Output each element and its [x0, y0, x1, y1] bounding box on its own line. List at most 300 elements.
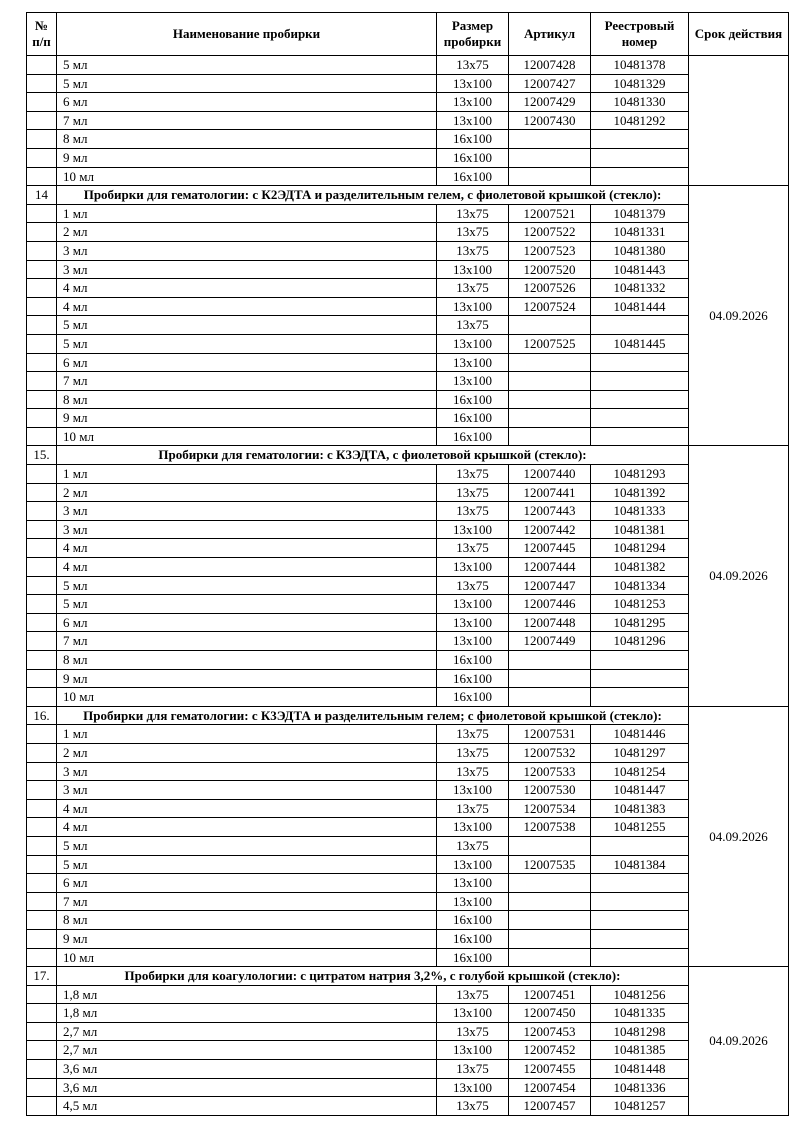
row-number-cell [27, 74, 57, 93]
registry-number-cell: 10481446 [591, 725, 689, 744]
registry-number-cell: 10481382 [591, 558, 689, 577]
table-row [27, 465, 789, 484]
table-row [27, 539, 789, 558]
table-row [27, 297, 789, 316]
tube-name-cell: 5 мл [57, 56, 437, 75]
row-number-cell [27, 111, 57, 130]
tube-size-cell: 13x100 [437, 613, 509, 632]
registry-number-cell [591, 427, 689, 446]
registry-number-cell [591, 372, 689, 391]
tube-size-cell: 13x100 [437, 297, 509, 316]
registry-number-cell: 10481329 [591, 74, 689, 93]
table-row [27, 520, 789, 539]
validity-cell: 04.09.2026 [689, 186, 789, 446]
registry-number-cell [591, 669, 689, 688]
row-number-cell [27, 781, 57, 800]
registry-number-cell: 10481448 [591, 1060, 689, 1079]
tube-size-cell: 13x75 [437, 465, 509, 484]
table-row [27, 241, 789, 260]
article-cell [509, 130, 591, 149]
section-title-cell: Пробирки для коагулологии: с цитратом натрия 3,2%, с голубой крышкой (стекло): [57, 967, 689, 986]
registry-number-cell: 10481383 [591, 799, 689, 818]
tube-name-cell: 2,7 мл [57, 1022, 437, 1041]
tube-name-cell: 4 мл [57, 818, 437, 837]
table-header [27, 13, 789, 56]
header-article: Артикул [509, 13, 591, 56]
registry-number-cell: 10481384 [591, 855, 689, 874]
tube-size-cell: 13x75 [437, 743, 509, 762]
table-row [27, 1004, 789, 1023]
table-row [27, 260, 789, 279]
tube-size-cell: 13x75 [437, 799, 509, 818]
row-number-cell [27, 56, 57, 75]
row-number-cell [27, 1022, 57, 1041]
registry-number-cell: 10481292 [591, 111, 689, 130]
article-cell [509, 353, 591, 372]
tube-name-cell: 6 мл [57, 613, 437, 632]
tube-size-cell: 16x100 [437, 148, 509, 167]
article-cell [509, 651, 591, 670]
registry-number-cell [591, 409, 689, 428]
table-row [27, 1078, 789, 1097]
tube-name-cell: 10 мл [57, 688, 437, 707]
row-number-cell [27, 1078, 57, 1097]
tube-size-cell: 13x100 [437, 632, 509, 651]
tube-size-cell: 13x75 [437, 279, 509, 298]
row-number-cell [27, 353, 57, 372]
tube-name-cell: 9 мл [57, 409, 437, 428]
tube-size-cell: 13x75 [437, 502, 509, 521]
row-number-cell [27, 911, 57, 930]
tube-size-cell: 13x75 [437, 1022, 509, 1041]
registry-number-cell: 10481298 [591, 1022, 689, 1041]
tube-size-cell: 13x100 [437, 260, 509, 279]
tube-name-cell: 3 мл [57, 260, 437, 279]
table-row [27, 427, 789, 446]
tube-name-cell: 4 мл [57, 558, 437, 577]
row-number-cell [27, 204, 57, 223]
row-number-cell [27, 520, 57, 539]
tube-size-cell: 13x100 [437, 353, 509, 372]
registry-number-cell: 10481334 [591, 576, 689, 595]
row-number-cell [27, 334, 57, 353]
table-row [27, 409, 789, 428]
table-row [27, 836, 789, 855]
registry-number-cell [591, 874, 689, 893]
article-cell [509, 892, 591, 911]
validity-cell [689, 56, 789, 186]
header-registry-number: Реестровый номер [591, 13, 689, 56]
tube-size-cell: 13x100 [437, 93, 509, 112]
article-cell: 12007457 [509, 1097, 591, 1116]
row-number-cell [27, 502, 57, 521]
article-cell: 12007534 [509, 799, 591, 818]
article-cell: 12007531 [509, 725, 591, 744]
article-cell: 12007538 [509, 818, 591, 837]
row-number-cell [27, 260, 57, 279]
registry-number-cell: 10481335 [591, 1004, 689, 1023]
row-number-cell [27, 409, 57, 428]
table-row [27, 148, 789, 167]
registry-number-cell [591, 390, 689, 409]
row-number-cell [27, 167, 57, 186]
tube-name-cell: 3 мл [57, 241, 437, 260]
validity-cell: 04.09.2026 [689, 706, 789, 966]
tube-name-cell: 8 мл [57, 390, 437, 409]
row-number-cell [27, 985, 57, 1004]
validity-cell: 04.09.2026 [689, 446, 789, 706]
article-cell [509, 874, 591, 893]
article-cell: 12007452 [509, 1041, 591, 1060]
table-row [27, 688, 789, 707]
tube-size-cell: 16x100 [437, 688, 509, 707]
registry-number-cell: 10481255 [591, 818, 689, 837]
registry-number-cell: 10481295 [591, 613, 689, 632]
tube-name-cell: 2 мл [57, 223, 437, 242]
tube-name-cell: 6 мл [57, 874, 437, 893]
tube-name-cell: 1 мл [57, 204, 437, 223]
tube-size-cell: 13x100 [437, 781, 509, 800]
row-number-cell [27, 241, 57, 260]
article-cell: 12007525 [509, 334, 591, 353]
article-cell: 12007444 [509, 558, 591, 577]
tube-size-cell: 13x100 [437, 558, 509, 577]
registry-number-cell [591, 148, 689, 167]
article-cell: 12007448 [509, 613, 591, 632]
section-header-row [27, 186, 789, 205]
tube-name-cell: 5 мл [57, 74, 437, 93]
tube-size-cell: 13x75 [437, 223, 509, 242]
article-cell: 12007535 [509, 855, 591, 874]
registry-number-cell: 10481257 [591, 1097, 689, 1116]
tube-size-cell: 13x75 [437, 1060, 509, 1079]
registry-number-cell [591, 836, 689, 855]
registry-number-cell: 10481331 [591, 223, 689, 242]
article-cell: 12007532 [509, 743, 591, 762]
section-number-cell: 16. [27, 706, 57, 725]
section-number-cell: 17. [27, 967, 57, 986]
registry-number-cell: 10481332 [591, 279, 689, 298]
tube-size-cell: 13x100 [437, 892, 509, 911]
tube-name-cell: 10 мл [57, 167, 437, 186]
registry-number-cell [591, 688, 689, 707]
article-cell: 12007455 [509, 1060, 591, 1079]
article-cell: 12007428 [509, 56, 591, 75]
section-title-cell: Пробирки для гематологии: с К3ЭДТА, с фиолетовой крышкой (стекло): [57, 446, 689, 465]
registry-number-cell: 10481256 [591, 985, 689, 1004]
registry-number-cell: 10481392 [591, 483, 689, 502]
tube-name-cell: 9 мл [57, 148, 437, 167]
tube-size-cell: 13x100 [437, 520, 509, 539]
registry-number-cell: 10481378 [591, 56, 689, 75]
article-cell: 12007526 [509, 279, 591, 298]
tube-name-cell: 6 мл [57, 353, 437, 372]
table-body [27, 56, 789, 1116]
tube-size-cell: 16x100 [437, 130, 509, 149]
tube-name-cell: 5 мл [57, 576, 437, 595]
tube-name-cell: 1,8 мл [57, 985, 437, 1004]
row-number-cell [27, 892, 57, 911]
table-row [27, 279, 789, 298]
row-number-cell [27, 465, 57, 484]
table-row [27, 502, 789, 521]
table-row [27, 874, 789, 893]
row-number-cell [27, 279, 57, 298]
registry-number-cell: 10481333 [591, 502, 689, 521]
row-number-cell [27, 390, 57, 409]
tube-size-cell: 16x100 [437, 409, 509, 428]
tube-name-cell: 8 мл [57, 130, 437, 149]
row-number-cell [27, 651, 57, 670]
registry-number-cell: 10481293 [591, 465, 689, 484]
tube-name-cell: 3 мл [57, 781, 437, 800]
tube-size-cell: 13x100 [437, 874, 509, 893]
registry-number-cell [591, 892, 689, 911]
row-number-cell [27, 1041, 57, 1060]
tube-name-cell: 5 мл [57, 855, 437, 874]
section-title-cell: Пробирки для гематологии: с К3ЭДТА и разделительным гелем; с фиолетовой крышкой (стекло): [57, 706, 689, 725]
article-cell: 12007453 [509, 1022, 591, 1041]
article-cell: 12007429 [509, 93, 591, 112]
tube-name-cell: 7 мл [57, 372, 437, 391]
tube-size-cell: 13x75 [437, 985, 509, 1004]
registry-number-cell: 10481296 [591, 632, 689, 651]
row-number-cell [27, 576, 57, 595]
table-row [27, 223, 789, 242]
article-cell [509, 836, 591, 855]
table-row [27, 558, 789, 577]
row-number-cell [27, 1060, 57, 1079]
registry-number-cell: 10481447 [591, 781, 689, 800]
registry-number-cell [591, 130, 689, 149]
section-number-cell: 15. [27, 446, 57, 465]
article-cell: 12007520 [509, 260, 591, 279]
row-number-cell [27, 539, 57, 558]
tube-size-cell: 13x100 [437, 595, 509, 614]
article-cell: 12007530 [509, 781, 591, 800]
table-row [27, 818, 789, 837]
registry-number-cell [591, 167, 689, 186]
tube-size-cell: 13x100 [437, 74, 509, 93]
table-row [27, 1022, 789, 1041]
table-row [27, 167, 789, 186]
tube-size-cell: 13x100 [437, 372, 509, 391]
registry-number-cell: 10481254 [591, 762, 689, 781]
registry-number-cell: 10481297 [591, 743, 689, 762]
section-number-cell: 14 [27, 186, 57, 205]
row-number-cell [27, 483, 57, 502]
tube-name-cell: 1 мл [57, 465, 437, 484]
article-cell: 12007445 [509, 539, 591, 558]
tube-name-cell: 3 мл [57, 762, 437, 781]
tube-name-cell: 3 мл [57, 520, 437, 539]
tube-size-cell: 13x75 [437, 725, 509, 744]
row-number-cell [27, 836, 57, 855]
registry-number-cell: 10481379 [591, 204, 689, 223]
registry-number-cell: 10481444 [591, 297, 689, 316]
tube-name-cell: 3,6 мл [57, 1078, 437, 1097]
row-number-cell [27, 818, 57, 837]
article-cell [509, 929, 591, 948]
row-number-cell [27, 595, 57, 614]
row-number-cell [27, 613, 57, 632]
header-tube-size: Размер пробирки [437, 13, 509, 56]
tube-name-cell: 4 мл [57, 539, 437, 558]
article-cell [509, 316, 591, 335]
tube-size-cell: 13x75 [437, 836, 509, 855]
tube-size-cell: 13x100 [437, 1041, 509, 1060]
row-number-cell [27, 855, 57, 874]
registry-number-cell: 10481336 [591, 1078, 689, 1097]
tube-name-cell: 9 мл [57, 929, 437, 948]
tube-name-cell: 9 мл [57, 669, 437, 688]
article-cell: 12007447 [509, 576, 591, 595]
tube-name-cell: 10 мл [57, 427, 437, 446]
header-validity: Срок действия [689, 13, 789, 56]
table-row [27, 111, 789, 130]
tube-name-cell: 7 мл [57, 111, 437, 130]
tube-size-cell: 13x75 [437, 1097, 509, 1116]
table-row [27, 911, 789, 930]
registry-number-cell: 10481381 [591, 520, 689, 539]
tube-name-cell: 7 мл [57, 892, 437, 911]
tube-name-cell: 5 мл [57, 836, 437, 855]
tube-size-cell: 16x100 [437, 651, 509, 670]
registry-number-cell: 10481385 [591, 1041, 689, 1060]
registry-number-cell [591, 929, 689, 948]
tube-size-cell: 13x100 [437, 334, 509, 353]
row-number-cell [27, 1097, 57, 1116]
article-cell: 12007440 [509, 465, 591, 484]
article-cell: 12007522 [509, 223, 591, 242]
registry-number-cell: 10481253 [591, 595, 689, 614]
tube-size-cell: 13x100 [437, 1078, 509, 1097]
tube-name-cell: 1 мл [57, 725, 437, 744]
tubes-catalog-table [26, 12, 789, 1116]
registry-number-cell: 10481380 [591, 241, 689, 260]
tube-name-cell: 2,7 мл [57, 1041, 437, 1060]
tube-size-cell: 13x75 [437, 316, 509, 335]
registry-number-cell [591, 911, 689, 930]
article-cell: 12007524 [509, 297, 591, 316]
table-row [27, 725, 789, 744]
article-cell: 12007451 [509, 985, 591, 1004]
registry-number-cell: 10481294 [591, 539, 689, 558]
row-number-cell [27, 874, 57, 893]
article-cell: 12007449 [509, 632, 591, 651]
article-cell [509, 669, 591, 688]
table-row [27, 576, 789, 595]
tube-name-cell: 2 мл [57, 483, 437, 502]
tube-name-cell: 3 мл [57, 502, 437, 521]
table-row [27, 93, 789, 112]
tube-size-cell: 13x75 [437, 56, 509, 75]
tube-size-cell: 16x100 [437, 911, 509, 930]
table-row [27, 204, 789, 223]
article-cell [509, 911, 591, 930]
tube-size-cell: 13x100 [437, 1004, 509, 1023]
header-tube-name: Наименование пробирки [57, 13, 437, 56]
tube-name-cell: 6 мл [57, 93, 437, 112]
table-row [27, 595, 789, 614]
table-row [27, 1041, 789, 1060]
tube-size-cell: 16x100 [437, 167, 509, 186]
table-row [27, 390, 789, 409]
tube-name-cell: 8 мл [57, 651, 437, 670]
tube-name-cell: 5 мл [57, 316, 437, 335]
tube-name-cell: 4,5 мл [57, 1097, 437, 1116]
article-cell: 12007521 [509, 204, 591, 223]
tube-size-cell: 13x100 [437, 855, 509, 874]
row-number-cell [27, 148, 57, 167]
row-number-cell [27, 316, 57, 335]
registry-number-cell [591, 316, 689, 335]
table-row [27, 762, 789, 781]
table-row [27, 948, 789, 967]
table-row [27, 1097, 789, 1116]
tube-size-cell: 13x75 [437, 539, 509, 558]
row-number-cell [27, 743, 57, 762]
row-number-cell [27, 130, 57, 149]
row-number-cell [27, 1004, 57, 1023]
table-row [27, 669, 789, 688]
section-header-row [27, 706, 789, 725]
tube-size-cell: 16x100 [437, 948, 509, 967]
table-row [27, 613, 789, 632]
row-number-cell [27, 223, 57, 242]
table-row [27, 130, 789, 149]
table-row [27, 483, 789, 502]
table-row [27, 372, 789, 391]
article-cell: 12007450 [509, 1004, 591, 1023]
article-cell: 12007442 [509, 520, 591, 539]
table-row [27, 334, 789, 353]
table-row [27, 1060, 789, 1079]
validity-cell: 04.09.2026 [689, 967, 789, 1116]
row-number-cell [27, 669, 57, 688]
tube-name-cell: 2 мл [57, 743, 437, 762]
registry-number-cell [591, 353, 689, 372]
registry-number-cell [591, 948, 689, 967]
tube-size-cell: 16x100 [437, 669, 509, 688]
table-row [27, 316, 789, 335]
article-cell: 12007430 [509, 111, 591, 130]
row-number-cell [27, 688, 57, 707]
table-row [27, 632, 789, 651]
tube-name-cell: 5 мл [57, 334, 437, 353]
tube-size-cell: 16x100 [437, 929, 509, 948]
registry-number-cell: 10481445 [591, 334, 689, 353]
article-cell [509, 148, 591, 167]
tube-size-cell: 13x75 [437, 762, 509, 781]
tube-size-cell: 13x100 [437, 111, 509, 130]
tube-name-cell: 7 мл [57, 632, 437, 651]
tube-size-cell: 13x75 [437, 483, 509, 502]
table-row [27, 74, 789, 93]
table-row [27, 56, 789, 75]
article-cell [509, 948, 591, 967]
table-row [27, 353, 789, 372]
tube-size-cell: 13x75 [437, 576, 509, 595]
tube-name-cell: 1,8 мл [57, 1004, 437, 1023]
registry-number-cell: 10481443 [591, 260, 689, 279]
row-number-cell [27, 948, 57, 967]
article-cell: 12007523 [509, 241, 591, 260]
registry-number-cell: 10481330 [591, 93, 689, 112]
table-row [27, 855, 789, 874]
tube-name-cell: 8 мл [57, 911, 437, 930]
article-cell [509, 427, 591, 446]
